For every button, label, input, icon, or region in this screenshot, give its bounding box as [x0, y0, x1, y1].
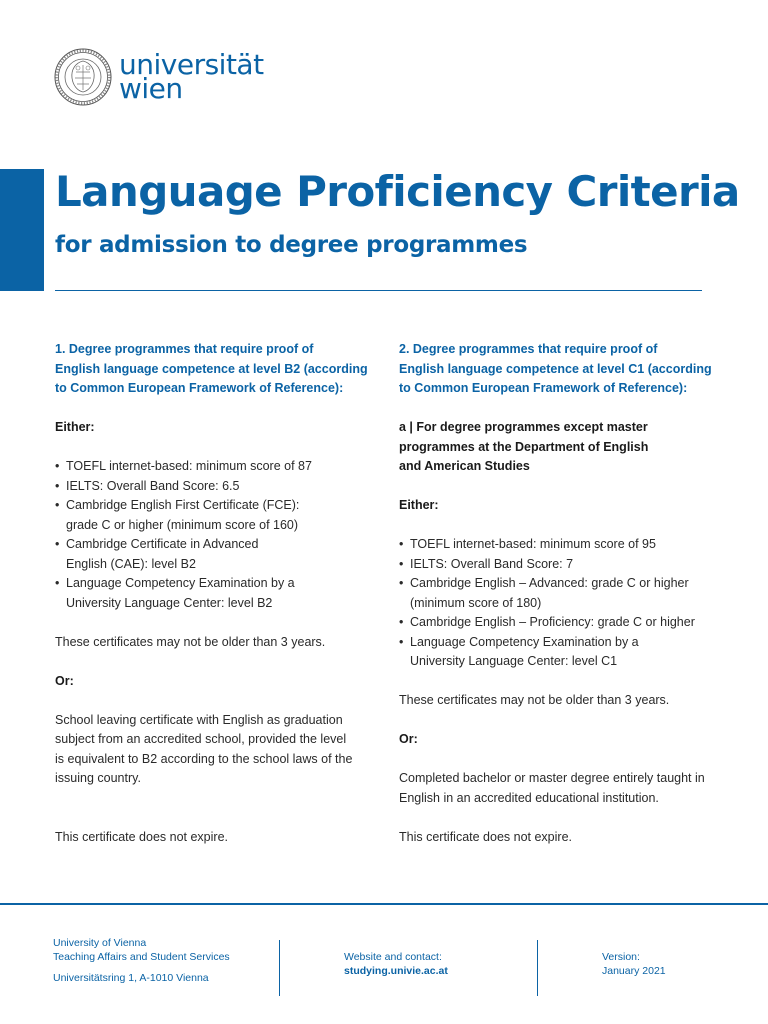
list-item: • IELTS: Overall Band Score: 7 — [399, 555, 721, 575]
footer-version-label: Version: — [602, 951, 640, 963]
title-divider — [55, 290, 702, 291]
footer-website-label: Website and contact: — [344, 951, 442, 963]
c1-or-label: Or: — [399, 732, 418, 746]
b2-or-label: Or: — [55, 673, 74, 688]
university-logo — [54, 48, 264, 106]
b2-validity-note: These certificates may not be older than 3 years. — [55, 634, 326, 649]
c1-certificate-list — [399, 535, 721, 672]
b2-alternative-line: School leaving certificate with English as graduation — [55, 712, 343, 727]
list-item: • Cambridge English – Advanced: grade C or higher (minimum score of 180) — [399, 574, 721, 613]
wordmark-line-1: universität — [119, 47, 264, 81]
footer-version — [602, 951, 666, 978]
c1-alternative-text — [399, 769, 721, 808]
footer-website-link[interactable]: studying.univie.ac.at — [344, 964, 448, 977]
b2-alternative-line: issuing country. — [55, 771, 141, 785]
b2-certificate-list — [55, 457, 373, 613]
c1-alternative-line: Completed bachelor or master degree entirely taught in — [399, 771, 705, 785]
b2-alternative-line: subject from an accredited school, provided the level — [55, 732, 347, 746]
c1-heading-line: English language competence at level C1 (according — [399, 361, 712, 376]
c1-either-label: Either: — [399, 498, 439, 512]
c1-subheading-line: a | For degree programmes except master — [399, 420, 648, 434]
footer-contact — [344, 951, 448, 978]
page-title: Language Proficiency Criteria — [55, 167, 740, 216]
b2-requirements-column — [55, 340, 373, 847]
c1-heading-line: 2. Degree programmes that require proof of — [399, 342, 658, 356]
footer-department: Teaching Affairs and Student Services — [53, 950, 230, 963]
footer-address: Universitätsring 1, A-1010 Vienna — [53, 972, 209, 984]
footer-organization — [53, 937, 230, 986]
footer-divider — [0, 903, 768, 905]
title-accent-bar — [0, 169, 44, 291]
b2-alternative-line: is equivalent to B2 according to the school laws of the — [55, 751, 353, 766]
c1-alternative-line: English in an accredited educational institution. — [399, 790, 659, 805]
c1-validity-note: These certificates may not be older than 3 years. — [399, 693, 670, 707]
b2-heading-line: English language competence at level B2 (according — [55, 361, 368, 376]
c1-subheading-line: and American Studies — [399, 459, 530, 473]
list-item: • IELTS: Overall Band Score: 6.5 — [55, 477, 373, 497]
footer-version-value: January 2021 — [602, 964, 666, 977]
footer-separator — [537, 940, 538, 996]
list-item: • Language Competency Examination by a University Language Center: level B2 — [55, 574, 373, 613]
list-item: • Cambridge Certificate in Advanced English (CAE): level B2 — [55, 535, 373, 574]
university-wordmark — [119, 47, 264, 105]
c1-heading — [399, 340, 721, 399]
b2-alternative-text — [55, 711, 373, 789]
list-item: • Cambridge English – Proficiency: grade C or higher — [399, 613, 721, 633]
b2-either-label: Either: — [55, 420, 95, 434]
c1-subheading — [399, 418, 721, 477]
list-item: • Cambridge English First Certificate (FCE): grade C or higher (minimum score of 160) — [55, 496, 373, 535]
footer-separator — [279, 940, 280, 996]
c1-requirements-column — [399, 340, 721, 847]
b2-heading — [55, 340, 373, 399]
wordmark-line-2: wien — [119, 72, 183, 105]
b2-heading-line: to Common European Framework of Reference): — [55, 381, 344, 395]
b2-expiry-note: This certificate does not expire. — [55, 829, 228, 844]
c1-expiry-note: This certificate does not expire. — [399, 829, 572, 844]
page-subtitle: for admission to degree programmes — [55, 232, 528, 258]
c1-subheading-line: programmes at the Department of English — [399, 439, 649, 454]
footer-org-name: University of Vienna — [53, 937, 147, 949]
list-item: • Language Competency Examination by a University Language Center: level C1 — [399, 633, 721, 672]
list-item: • TOEFL internet-based: minimum score of 95 — [399, 535, 721, 555]
c1-heading-line: to Common European Framework of Reference): — [399, 381, 688, 395]
list-item: • TOEFL internet-based: minimum score of 87 — [55, 457, 373, 477]
b2-heading-line: 1. Degree programmes that require proof of — [55, 342, 314, 356]
university-seal-icon — [54, 48, 112, 106]
